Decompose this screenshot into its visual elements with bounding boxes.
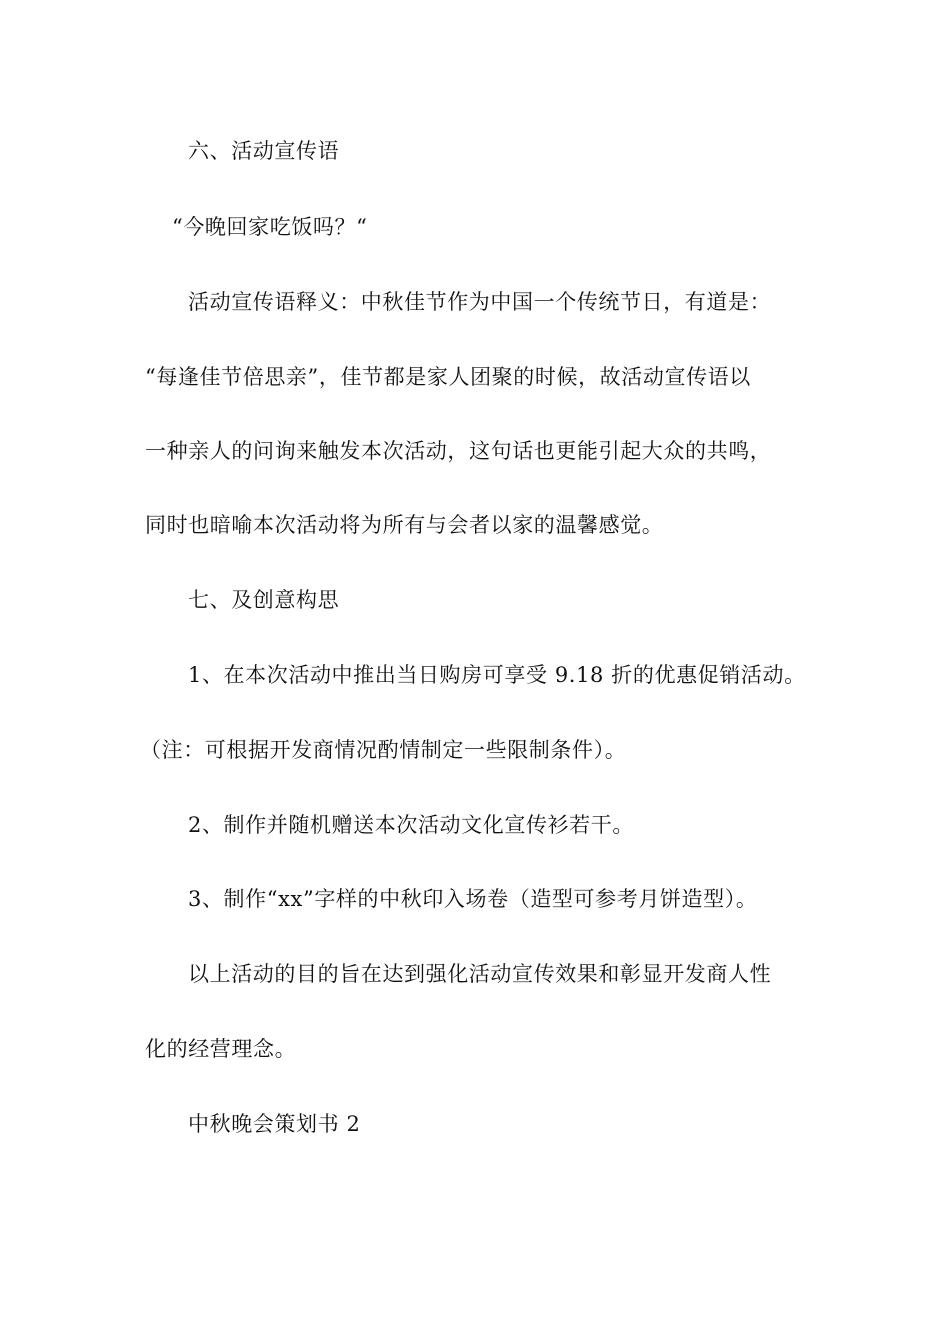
- slogan-quote: “今晚回家吃饭吗？“: [172, 215, 368, 239]
- paragraph-line: 一种亲人的问询来触发本次活动，这句话也更能引起大众的共鸣，: [145, 439, 772, 463]
- list-item: 1、在本次活动中推出当日购房可享受 9.18 折的优惠促销活动。: [188, 663, 806, 687]
- paragraph-line: 同时也暗喻本次活动将为所有与会者以家的温馨感觉。: [145, 513, 664, 537]
- paragraph-line: 化的经营理念。: [145, 1037, 297, 1061]
- list-item: 2、制作并随机赠送本次活动文化宣传衫若干。: [188, 813, 634, 837]
- list-item: 3、制作“xx”字样的中秋印入场卷（造型可参考月饼造型）。: [188, 887, 758, 911]
- paragraph-line: 以上活动的目的旨在达到强化活动宣传效果和彰显开发商人性: [188, 962, 772, 986]
- paragraph-line: 活动宣传语释义：中秋佳节作为中国一个传统节日，有道是：: [188, 290, 772, 314]
- paragraph-line: “每逢佳节倍思亲”，佳节都是家人团聚的时候，故活动宣传语以: [145, 365, 751, 389]
- section-heading-ideas: 七、及创意构思: [188, 588, 340, 612]
- document-title: 中秋晚会策划书 2: [188, 1112, 361, 1136]
- section-heading-slogan: 六、活动宣传语: [188, 139, 340, 163]
- paragraph-line: （注：可根据开发商情况酌情制定一些限制条件）。: [140, 738, 627, 762]
